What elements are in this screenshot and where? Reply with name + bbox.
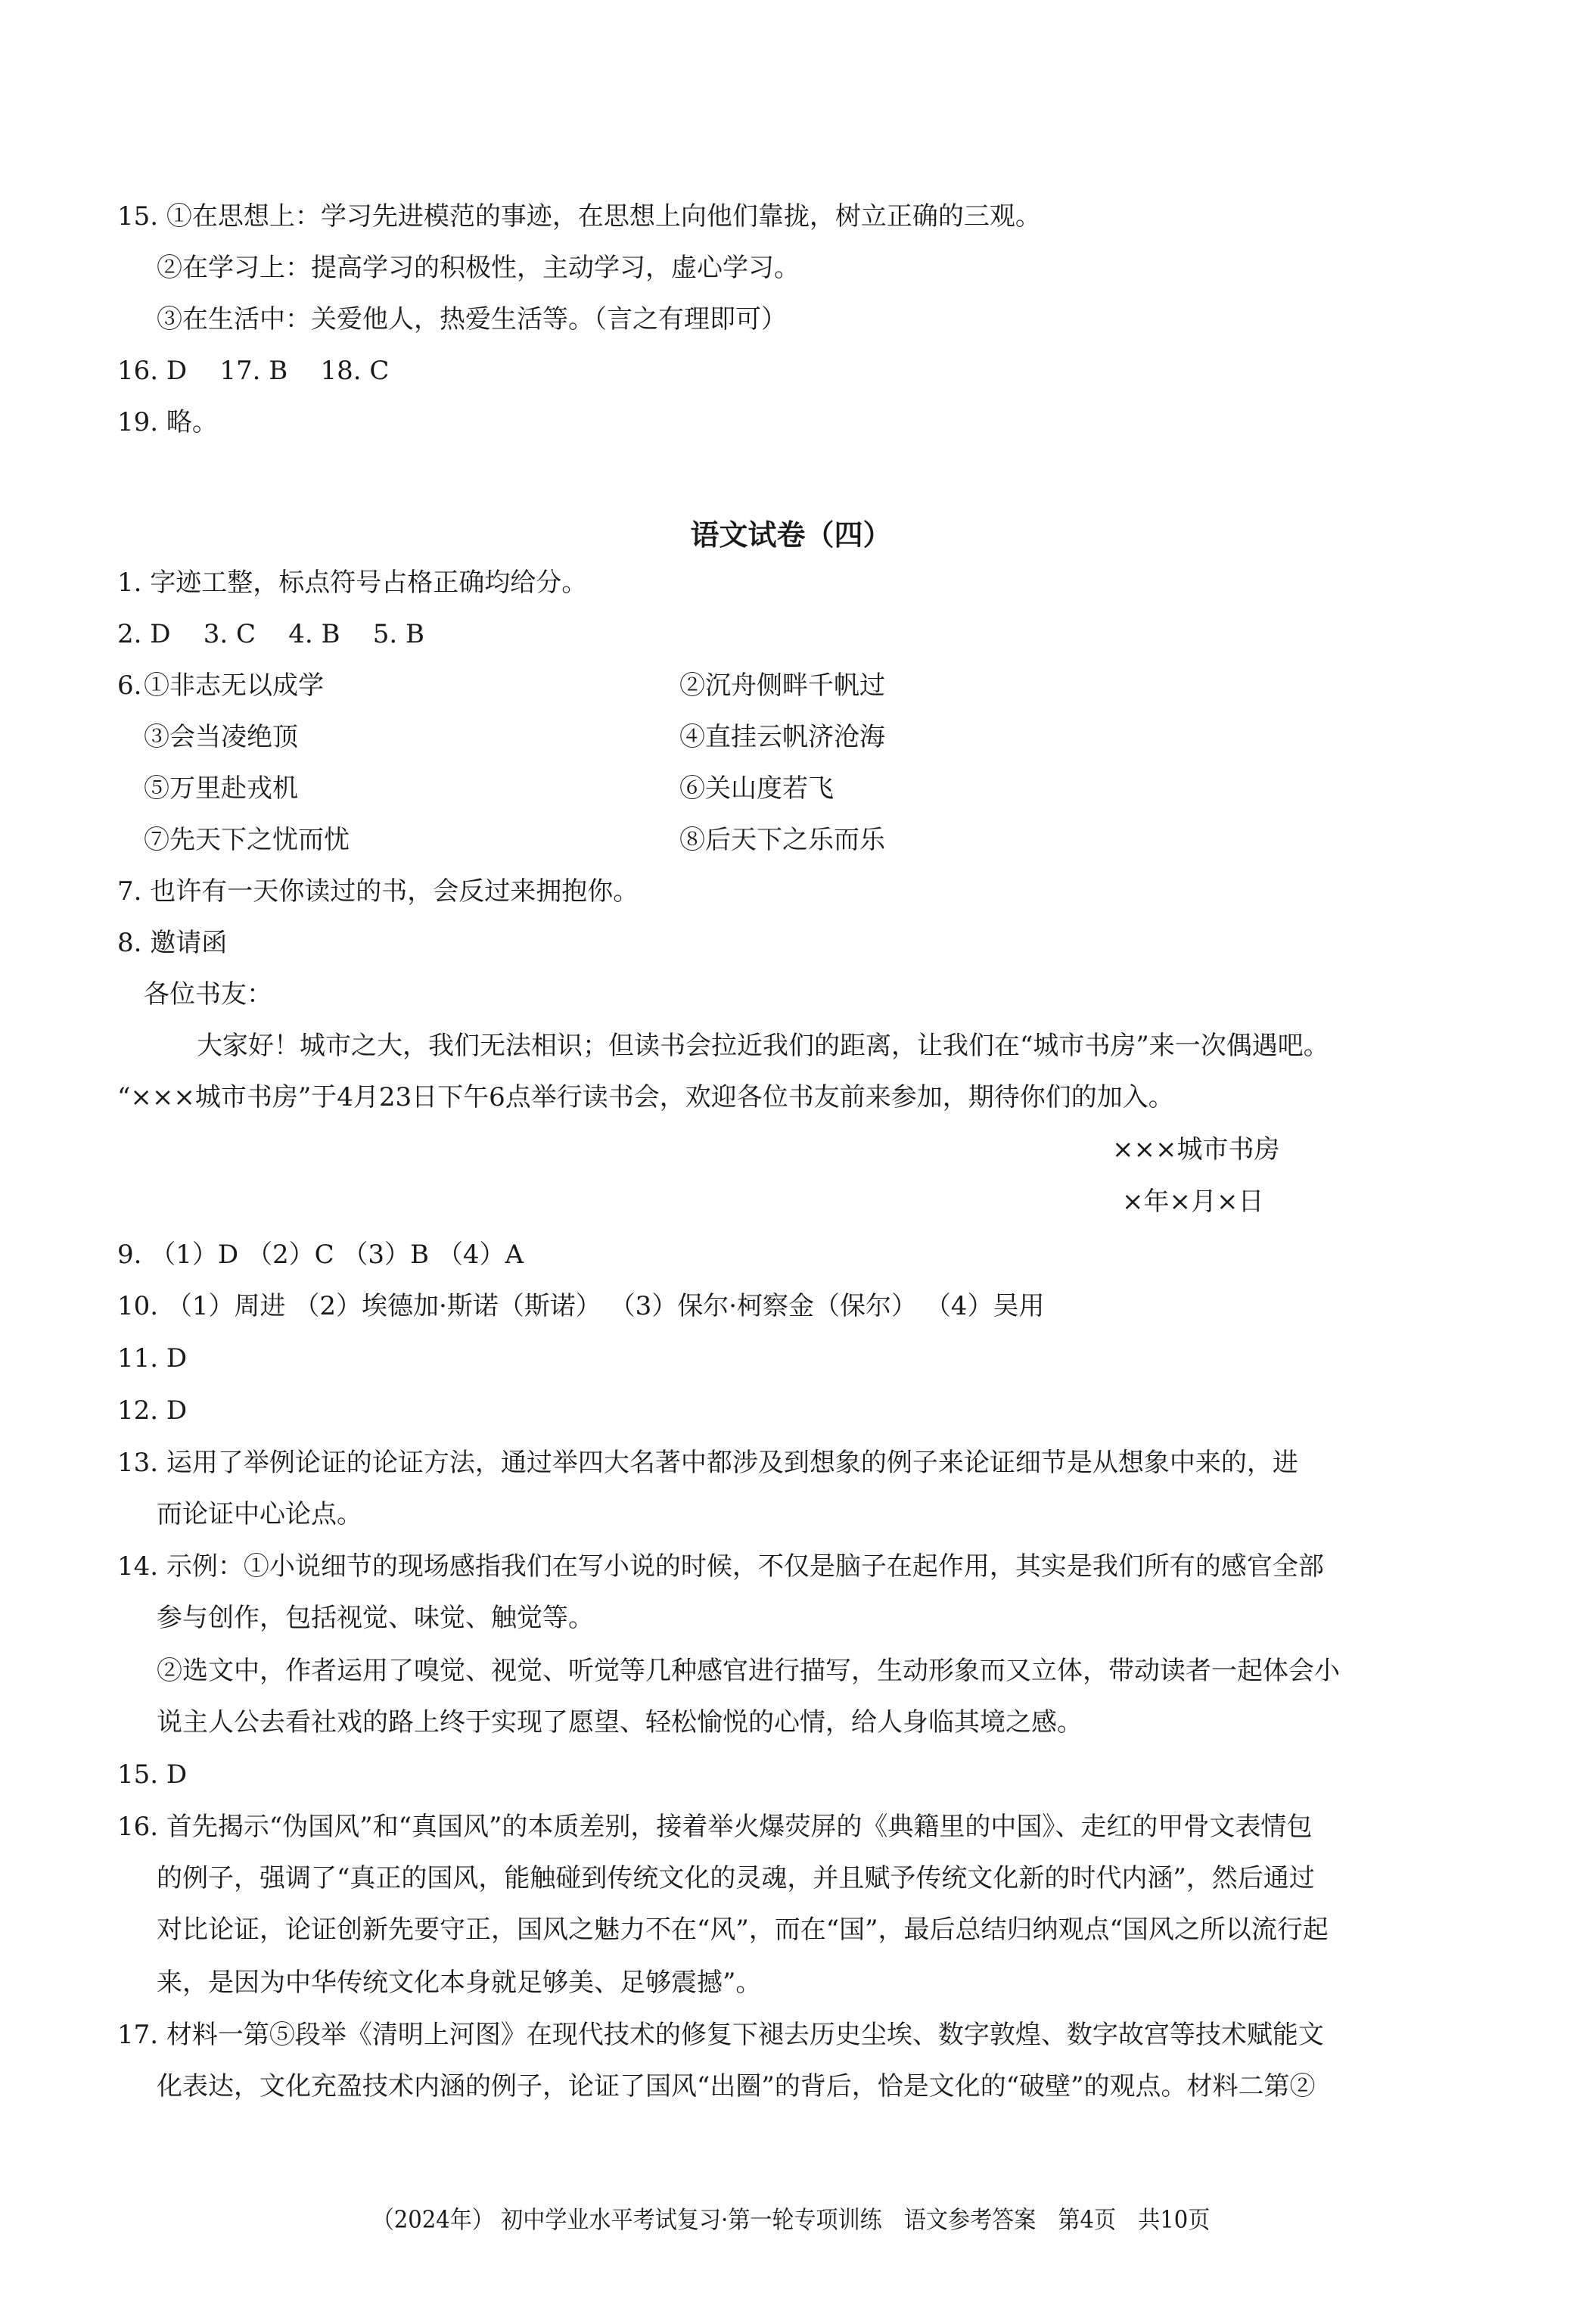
q15-line-3: ③在生活中：关爱他人，热爱生活等。（言之有理即可）: [157, 304, 787, 334]
q8-signature: ×××城市书房: [1112, 1134, 1280, 1165]
q10-answer: 10. （1）周进 （2）埃德加·斯诺（斯诺） （3）保尔·柯察金（保尔） （4）吴用: [117, 1291, 1045, 1321]
q13-line-1: 13. 运用了举例论证的论证方法，通过举四大名著中都涉及到想象的例子来论证细节是从想象中来的，进: [117, 1448, 1298, 1478]
q12-answer: 12. D: [117, 1395, 188, 1426]
q17-line-1: 17. 材料一第⑤段举《清明上河图》在现代技术的修复下褪去历史尘埃、数字敦煌、数字故宫等技术赋能文: [117, 2020, 1324, 2050]
q14-line-1: 14. 示例：①小说细节的现场感指我们在写小说的时候，不仅是脑子在起作用，其实是我们所有的感官全部: [117, 1551, 1324, 1582]
q15-line-2: ②在学习上：提高学习的积极性，主动学习，虚心学习。: [157, 253, 800, 283]
q8-heading: 8. 邀请函: [117, 928, 228, 958]
q16-line-3: 对比论证，论证创新先要守正，国风之魅力不在“风”，而在“国”，最后总结归纳观点“国风之所以流行起: [157, 1915, 1329, 1945]
q6-item-1: ①非志无以成学: [144, 670, 324, 701]
q6-item-6: ⑥关山度若飞: [679, 773, 834, 804]
q14-line-2: 参与创作，包括视觉、味觉、触觉等。: [157, 1603, 594, 1633]
q15-answer: 15. D: [117, 1759, 188, 1790]
q1-answer: 1. 字迹工整，标点符号占格正确均给分。: [117, 568, 588, 598]
q16-line-1: 16. 首先揭示“伪国风”和“真国风”的本质差别，接着举火爆荧屏的《典籍里的中国》、走红的甲骨文表情包: [117, 1812, 1313, 1842]
q13-line-2: 而论证中心论点。: [157, 1499, 362, 1529]
q8-body-1: 大家好！城市之大，我们无法相识；但读书会拉近我们的距离，让我们在“城市书房”来一次偶遇吧。: [197, 1031, 1329, 1061]
q6-item-2: ②沉舟侧畔千帆过: [679, 670, 885, 701]
q8-body-2: “×××城市书房”于4月23日下午6点举行读书会，欢迎各位书友前来参加，期待你们的加入。: [117, 1082, 1174, 1112]
section-title: 语文试卷（四）: [690, 518, 892, 552]
q6-item-5: ⑤万里赴戎机: [144, 773, 298, 804]
q16-18-answers: 16. D 17. B 18. C: [117, 356, 390, 386]
q6-item-8: ⑧后天下之乐而乐: [679, 825, 885, 855]
q19-answer: 19. 略。: [117, 407, 218, 437]
q6-item-3: ③会当凌绝顶: [144, 722, 298, 752]
q11-answer: 11. D: [117, 1343, 188, 1374]
q6-item-4: ④直挂云帆济沧海: [679, 722, 885, 752]
q14-line-4: 说主人公去看社戏的路上终于实现了愿望、轻松愉悦的心情，给人身临其境之感。: [157, 1707, 1083, 1738]
q6-item-7: ⑦先天下之忧而忧: [144, 825, 350, 855]
q14-line-3: ②选文中，作者运用了嗅觉、视觉、听觉等几种感官进行描写，生动形象而又立体，带动读者一起体会小: [157, 1656, 1340, 1686]
q16-line-4: 来，是因为中华传统文化本身就足够美、足够震撼”。: [157, 1968, 762, 1998]
q16-line-2: 的例子，强调了“真正的国风，能触碰到传统文化的灵魂，并且赋予传统文化新的时代内涵”，然后通过: [157, 1863, 1315, 1893]
page-footer: （2024年） 初中学业水平考试复习·第一轮专项训练 语文参考答案 第4页 共10页: [371, 2205, 1211, 2234]
q2-5-answers: 2. D 3. C 4. B 5. B: [117, 619, 424, 649]
q17-line-2: 化表达，文化充盈技术内涵的例子，论证了国风“出圈”的背后，恰是文化的“破壁”的观点。材料二第②: [157, 2071, 1316, 2102]
q6-label: 6.: [117, 670, 142, 701]
q7-answer: 7. 也许有一天你读过的书，会反过来拥抱你。: [117, 876, 639, 907]
q9-answer: 9. （1）D （2）C （3）B （4）A: [117, 1240, 524, 1270]
q8-salutation: 各位书友：: [144, 979, 272, 1010]
q15-line-1: 15. ①在思想上：学习先进模范的事迹，在思想上向他们靠拢，树立正确的三观。: [117, 201, 1041, 232]
q8-date: ×年×月×日: [1122, 1187, 1264, 1217]
